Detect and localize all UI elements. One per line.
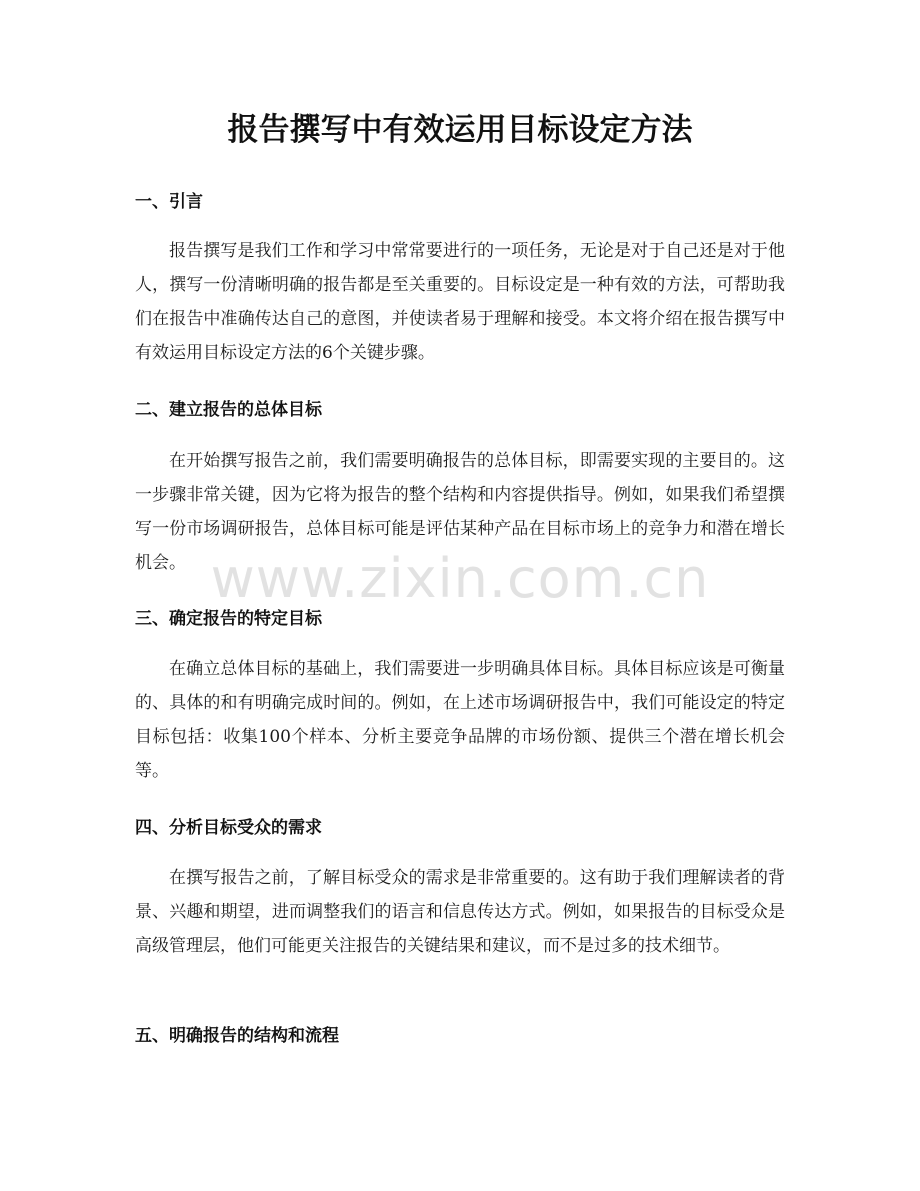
- section-paragraph-specific-goal: 在确立总体目标的基础上，我们需要进一步明确具体目标。具体目标应该是可衡量的、具体的和有明确完成时间的。例如，在上述市场调研报告中，我们可能设定的特定目标包括：收集100个样本、分析主要竞争品牌的市场份额、提供三个潜在增长机会等。: [135, 659, 785, 781]
- section-heading-structure: 五、明确报告的结构和流程: [135, 1026, 339, 1046]
- document-title: 报告撰写中有效运用目标设定方法: [227, 112, 693, 148]
- watermark: www.zixin.com.cn: [210, 547, 710, 610]
- section-paragraph-intro: 报告撰写是我们工作和学习中常常要进行的一项任务，无论是对于自己还是对于他人，撰写一份清晰明确的报告都是至关重要的。目标设定是一种有效的方法，可帮助我们在报告中准确传达自己的意图，并使读者易于理解和接受。本文将介绍在报告撰写中有效运用目标设定方法的6个关键步骤。: [135, 241, 785, 363]
- section-paragraph-overall-goal: 在开始撰写报告之前，我们需要明确报告的总体目标，即需要实现的主要目的。这一步骤非常关键，因为它将为报告的整个结构和内容提供指导。例如，如果我们希望撰写一份市场调研报告，总体目标可能是评估某种产品在目标市场上的竞争力和潜在增长机会。: [135, 451, 785, 573]
- section-paragraph-audience: 在撰写报告之前，了解目标受众的需求是非常重要的。这有助于我们理解读者的背景、兴趣和期望，进而调整我们的语言和信息传达方式。例如，如果报告的目标受众是高级管理层，他们可能更关注报告的关键结果和建议，而不是过多的技术细节。: [135, 868, 785, 956]
- section-heading-audience: 四、分析目标受众的需求: [135, 818, 322, 838]
- section-heading-specific-goal: 三、确定报告的特定目标: [135, 609, 322, 629]
- section-heading-intro: 一、引言: [135, 192, 203, 212]
- section-heading-overall-goal: 二、建立报告的总体目标: [135, 400, 322, 420]
